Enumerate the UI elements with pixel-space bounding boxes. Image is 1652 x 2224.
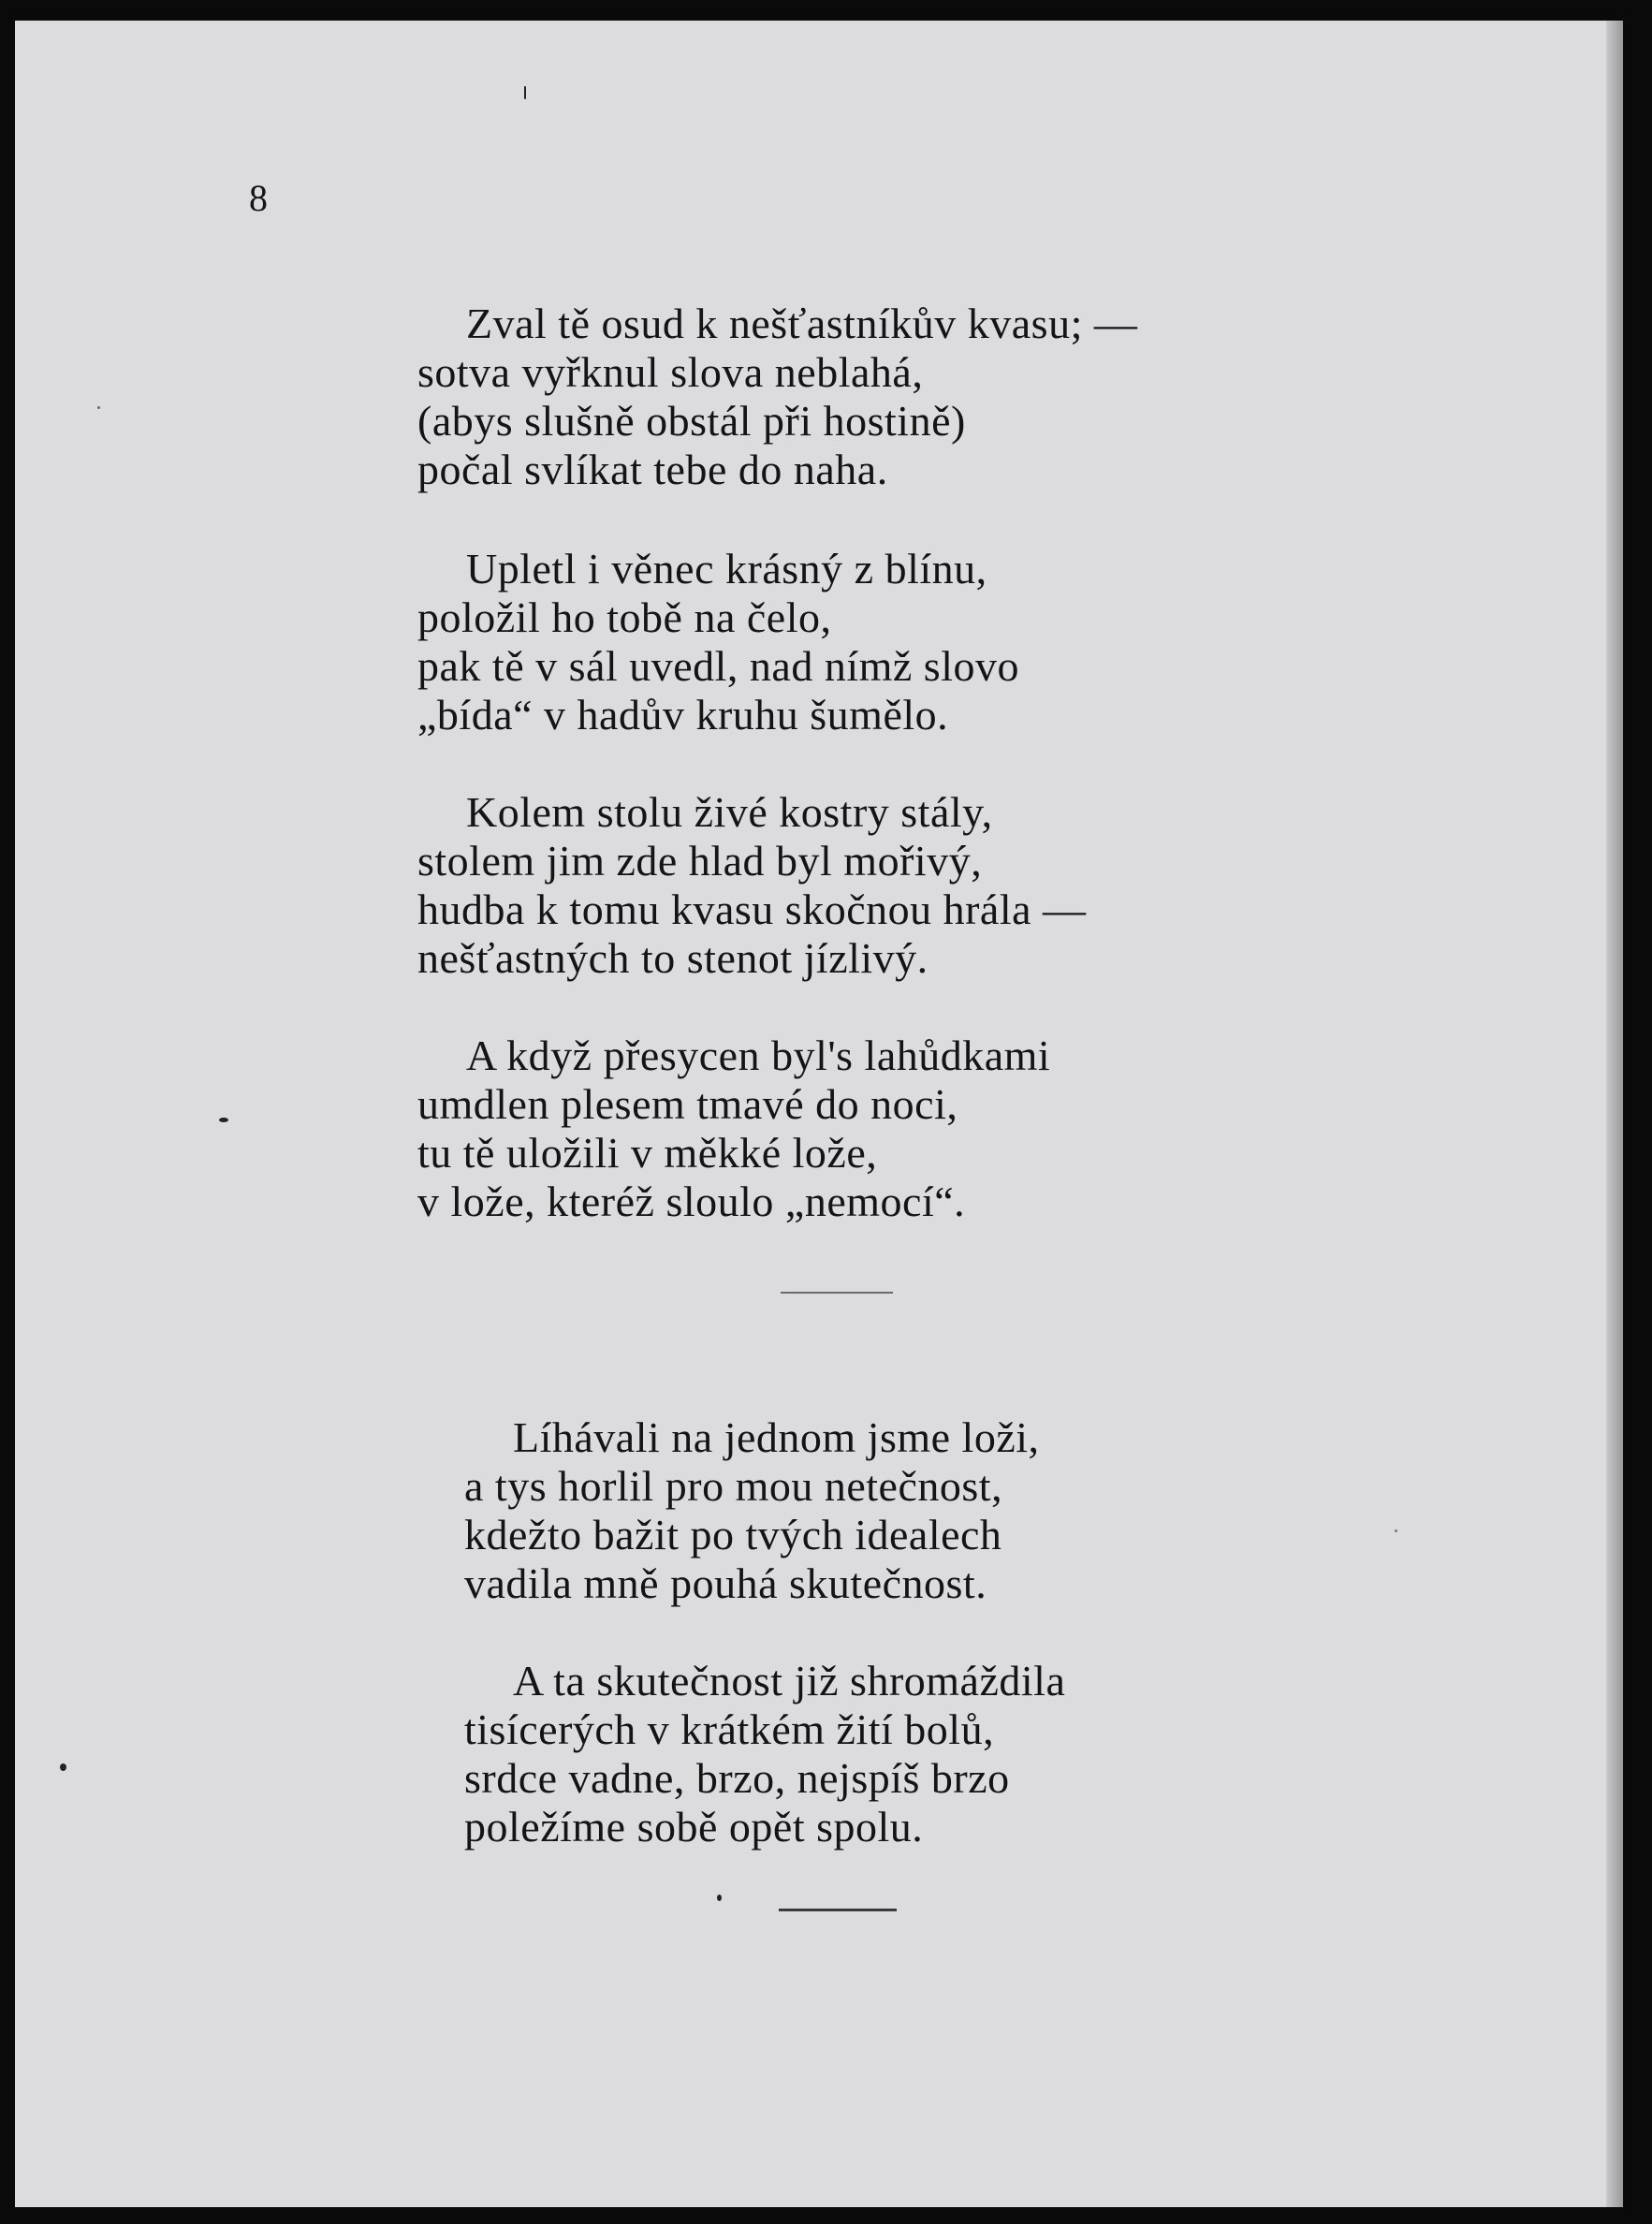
verse-line: kdežto bažit po tvých idealech	[464, 1511, 1002, 1558]
scan-speck	[97, 406, 100, 409]
verse-line: vadila mně pouhá skutečnost.	[464, 1559, 987, 1607]
scan-speck	[60, 1763, 66, 1771]
end-divider	[779, 1909, 897, 1911]
scan-speck	[1395, 1529, 1397, 1532]
verse-line: sotva vyřknul slova neblahá,	[417, 348, 924, 396]
verse-line: nešťastných to stenot jízlivý.	[417, 934, 928, 982]
section-divider	[781, 1292, 893, 1294]
poem-first-stanza-1	[417, 300, 1137, 494]
poem-first-stanza-3	[417, 788, 1087, 983]
scan-speck	[717, 1895, 722, 1901]
scan-speck	[524, 86, 526, 99]
verse-line: položil ho tobě na čelo,	[417, 593, 832, 641]
verse-line: pak tě v sál uvedl, nad nímž slovo	[417, 642, 1019, 690]
verse-line: srdce vadne, brzo, nejspíš brzo	[464, 1754, 1010, 1802]
verse-line: A když přesycen byl's lahůdkami	[466, 1032, 1051, 1079]
verse-line: počal svlíkat tebe do naha.	[417, 446, 888, 493]
poem-second-stanza-2	[464, 1657, 1065, 1851]
verse-line: a tys horlil pro mou netečnost,	[464, 1462, 1003, 1510]
poem-first-stanza-2	[417, 545, 1019, 739]
page-number: 8	[249, 177, 268, 219]
verse-line: A ta skutečnost již shromáždila	[513, 1657, 1066, 1705]
verse-line: Líhávali na jednom jsme loži,	[513, 1413, 1040, 1461]
verse-line: tisícerých v krátkém žití bolů,	[464, 1705, 995, 1753]
poem-first-stanza-4	[417, 1032, 1050, 1226]
verse-line: „bída“ v hadův kruhu šumělo.	[417, 691, 949, 739]
verse-line: v lože, kteréž sloulo „nemocí“.	[417, 1178, 966, 1225]
verse-line: Upletl i věnec krásný z blínu,	[466, 545, 987, 593]
verse-line: Kolem stolu živé kostry stály,	[466, 788, 993, 836]
verse-line: stolem jim zde hlad byl mořivý,	[417, 837, 983, 885]
page-edge-shadow	[1606, 21, 1623, 2207]
verse-line: poležíme sobě opět spolu.	[464, 1803, 924, 1851]
book-page	[15, 21, 1623, 2207]
verse-line: tu tě uložili v měkké lože,	[417, 1129, 878, 1177]
verse-line: umdlen plesem tmavé do noci,	[417, 1080, 958, 1128]
poem-second-stanza-1	[464, 1413, 1040, 1608]
verse-line: Zval tě osud k nešťastníkův kvasu; —	[466, 300, 1138, 347]
verse-line: (abys slušně obstál při hostině)	[417, 397, 966, 445]
scan-speck	[219, 1118, 228, 1122]
verse-line: hudba k tomu kvasu skočnou hrála —	[417, 885, 1087, 933]
